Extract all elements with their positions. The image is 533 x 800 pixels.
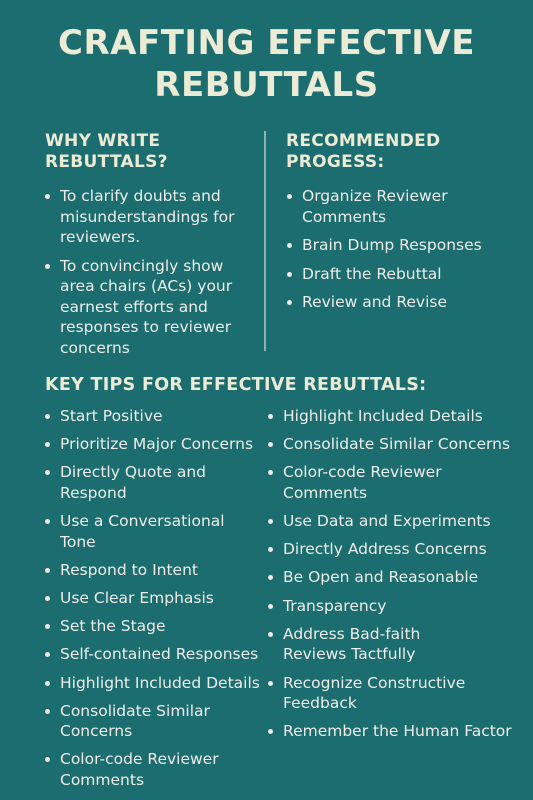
tip-text: Use Data and Experiments bbox=[283, 512, 491, 531]
bullet-icon bbox=[268, 414, 273, 419]
list-item bbox=[268, 673, 493, 714]
progress-heading-line-2: PROGESS: bbox=[286, 152, 385, 172]
list-item bbox=[45, 560, 263, 581]
why-heading bbox=[45, 131, 168, 173]
bullet-icon bbox=[287, 300, 292, 305]
tip-text: Color-code Reviewer Comments bbox=[283, 463, 442, 502]
why-heading-line-2: REBUTTALS? bbox=[45, 152, 168, 172]
tip-text: Remember the Human Factor bbox=[283, 722, 512, 741]
tip-text: Set the Stage bbox=[60, 617, 166, 636]
tip-text: Highlight Included Details bbox=[60, 673, 260, 692]
progress-item-text: Organize Reviewer Comments bbox=[302, 187, 448, 226]
list-item bbox=[45, 256, 250, 359]
progress-list bbox=[287, 186, 487, 321]
why-list bbox=[45, 186, 250, 366]
bullet-icon bbox=[287, 243, 292, 248]
progress-item-text: Review and Revise bbox=[302, 293, 448, 311]
list-item bbox=[45, 673, 263, 694]
tip-text: Recognize Constructive Feedback bbox=[283, 673, 466, 712]
bullet-icon bbox=[268, 681, 273, 686]
bullet-icon bbox=[268, 547, 273, 552]
tips-right-list bbox=[268, 406, 530, 749]
tip-text: Color-code Reviewer Comments bbox=[60, 750, 219, 789]
progress-heading bbox=[286, 131, 440, 173]
bullet-icon bbox=[45, 442, 50, 447]
column-divider bbox=[264, 131, 266, 351]
list-item bbox=[268, 406, 530, 427]
list-item bbox=[268, 721, 530, 742]
bullet-icon bbox=[45, 194, 50, 199]
why-item-text: To clarify doubts and misunderstandings for reviewers. bbox=[60, 187, 235, 246]
why-item-text: To convincingly show area chairs (ACs) your earnest efforts and responses to reviewer concerns bbox=[60, 256, 233, 357]
list-item bbox=[45, 462, 220, 503]
list-item bbox=[287, 186, 487, 227]
bullet-icon bbox=[45, 264, 50, 269]
progress-item-text: Draft the Rebuttal bbox=[302, 264, 442, 283]
bullet-icon bbox=[268, 604, 273, 609]
bullet-icon bbox=[287, 272, 292, 277]
list-item bbox=[268, 511, 530, 532]
bullet-icon bbox=[45, 652, 50, 657]
tip-text: Consolidate Similar Concerns bbox=[60, 701, 210, 741]
tip-text: Self-contained Responses bbox=[60, 645, 259, 664]
list-item bbox=[45, 616, 263, 637]
tip-text: Be Open and Reasonable bbox=[283, 568, 479, 587]
title-line-2: REBUTTALS bbox=[154, 65, 379, 105]
bullet-icon bbox=[45, 624, 50, 629]
list-item bbox=[268, 596, 530, 617]
list-item bbox=[45, 511, 263, 552]
bullet-icon bbox=[268, 632, 273, 637]
tips-left-list bbox=[45, 406, 263, 798]
page-title bbox=[0, 22, 533, 106]
progress-heading-line-1: RECOMMENDED bbox=[286, 131, 441, 151]
bullet-icon bbox=[268, 442, 273, 447]
list-item bbox=[268, 567, 530, 588]
list-item bbox=[45, 588, 263, 609]
list-item bbox=[268, 539, 530, 560]
tip-text: Consolidate Similar Concerns bbox=[283, 435, 511, 454]
bullet-icon bbox=[45, 470, 50, 475]
bullet-icon bbox=[45, 757, 50, 762]
tip-text: Highlight Included Details bbox=[283, 407, 483, 425]
tip-text: Prioritize Major Concerns bbox=[60, 435, 254, 454]
bullet-icon bbox=[45, 414, 50, 419]
bullet-icon bbox=[45, 681, 50, 686]
tip-text: Start Positive bbox=[60, 407, 163, 425]
bullet-icon bbox=[45, 709, 50, 714]
bullet-icon bbox=[268, 575, 273, 580]
list-item bbox=[287, 292, 487, 313]
why-heading-line-1: WHY WRITE bbox=[45, 131, 161, 151]
tip-text: Use a Conversational Tone bbox=[60, 512, 225, 551]
list-item bbox=[268, 624, 453, 665]
tip-text: Use Clear Emphasis bbox=[60, 588, 214, 607]
list-item bbox=[268, 462, 530, 503]
list-item bbox=[45, 434, 263, 455]
tip-text: Transparency bbox=[283, 596, 387, 615]
progress-item-text: Brain Dump Responses bbox=[302, 236, 482, 254]
tip-text: Address Bad-faith Reviews Tactfully bbox=[283, 624, 421, 664]
bullet-icon bbox=[268, 519, 273, 524]
title-line-1: CRAFTING EFFECTIVE bbox=[58, 23, 475, 63]
list-item bbox=[45, 749, 230, 790]
list-item bbox=[45, 406, 263, 427]
bullet-icon bbox=[268, 470, 273, 475]
bullet-icon bbox=[45, 519, 50, 524]
bullet-icon bbox=[287, 194, 292, 199]
list-item bbox=[45, 644, 263, 665]
bullet-icon bbox=[45, 568, 50, 573]
tip-text: Respond to Intent bbox=[60, 560, 198, 579]
list-item bbox=[268, 434, 530, 455]
tip-text: Directly Quote and Respond bbox=[60, 463, 207, 502]
list-item bbox=[287, 235, 487, 256]
tip-text: Directly Address Concerns bbox=[283, 540, 487, 559]
bullet-icon bbox=[268, 729, 273, 734]
bullet-icon bbox=[45, 596, 50, 601]
list-item bbox=[45, 186, 250, 248]
list-item bbox=[45, 701, 220, 742]
key-tips-heading: KEY TIPS FOR EFFECTIVE REBUTTALS: bbox=[45, 375, 427, 395]
list-item bbox=[287, 264, 487, 285]
